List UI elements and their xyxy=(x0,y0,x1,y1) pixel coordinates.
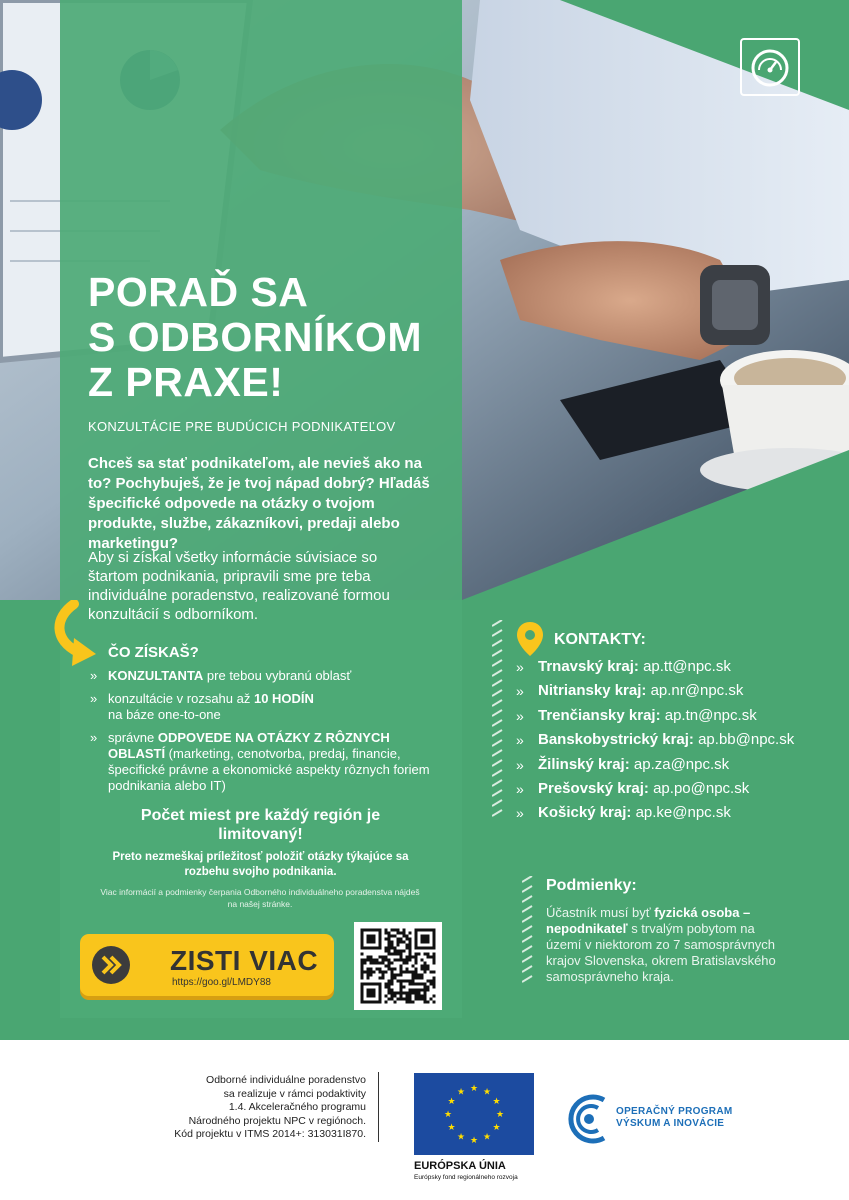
benefit-text: správne xyxy=(108,730,158,745)
footer-line: Národného projektu NPC v regiónoch. xyxy=(188,1114,366,1127)
eu-flag-logo xyxy=(414,1073,534,1155)
contact-item xyxy=(516,657,794,681)
footer-line: 1.4. Akceleračného programu xyxy=(228,1101,366,1113)
benefits-list xyxy=(90,668,430,801)
footer-project-info xyxy=(140,1074,366,1142)
intro-questions: Chceš sa stať podnikateľom, ale nevieš ako na to? Pochybuješ, že je tvoj nápad dobrý? Hľadáš špecifické odpovede na otázky o tvojom produkte, službe, zákazníkovi, predaji alebo marketingu? xyxy=(88,455,430,552)
bullet-icon: » xyxy=(516,707,524,724)
contact-region: Košický kraj: xyxy=(538,804,632,822)
contacts-list xyxy=(516,657,794,828)
qr-code-image xyxy=(354,922,442,1010)
footer-divider xyxy=(378,1072,379,1142)
benefit-text: (marketing, cenotvorba, predaj, financie, špecifické právne a ekonomické aspekty rôznych foriem podnikania alebo IT) xyxy=(108,746,430,793)
conditions-bold: fyzická osoba – nepodnikateľ xyxy=(546,905,751,936)
conditions-text xyxy=(546,905,786,985)
svg-text:★: ★ xyxy=(447,1097,456,1107)
benefit-bold: KONZULTANTA xyxy=(108,668,204,683)
eu-name: EURÓPSKA ÚNIA xyxy=(414,1160,506,1172)
svg-text:★: ★ xyxy=(443,1110,453,1120)
footer-line: sa realizuje v rámci podaktivity xyxy=(223,1087,366,1100)
contact-region: Banskobystrický kraj: xyxy=(538,731,694,749)
location-pin-icon xyxy=(515,620,545,660)
svg-text:★: ★ xyxy=(456,1132,466,1143)
contact-item xyxy=(516,779,794,803)
contact-email[interactable]: ap.ke@npc.sk xyxy=(635,804,731,822)
hatch-decoration xyxy=(492,620,504,820)
list-item xyxy=(90,730,430,794)
intro-text: Aby si získal všetky informácie súvisiace so štartom podnikania, pripravili sme pre teba individuálne poradenstvo, realizované formou konzultácií s odborníkom. xyxy=(88,549,390,623)
speedometer-icon xyxy=(742,40,798,94)
bullet-icon: » xyxy=(90,730,98,745)
conditions-text-part: s trvalým pobytom na území v niektorom zo 7 samosprávnych krajov Slovenska, okrem Bratislavského samosprávneho kraja. xyxy=(546,921,776,984)
contact-email[interactable]: ap.tn@npc.sk xyxy=(664,706,757,724)
contact-email[interactable]: ap.nr@npc.sk xyxy=(650,682,744,700)
bullet-icon: » xyxy=(90,691,98,706)
curved-arrow-icon xyxy=(44,600,110,670)
hatch-decoration xyxy=(522,876,534,986)
op-program-logo-icon xyxy=(566,1088,612,1150)
learn-more-button[interactable] xyxy=(80,934,334,996)
svg-text:★: ★ xyxy=(482,1087,492,1098)
svg-text:★: ★ xyxy=(469,1084,479,1094)
svg-text:★: ★ xyxy=(447,1123,456,1133)
contact-item xyxy=(516,730,794,754)
bullet-icon: » xyxy=(516,683,524,700)
contact-email[interactable]: ap.za@npc.sk xyxy=(633,755,730,773)
contact-region: Žilinský kraj: xyxy=(538,755,630,773)
learn-more-url[interactable]: https://goo.gl/LMDY88 xyxy=(172,977,271,988)
contact-item xyxy=(516,755,794,779)
contacts-title: KONTAKTY: xyxy=(554,631,646,648)
contact-item xyxy=(516,803,794,827)
benefits-heading: ČO ZÍSKAŠ? xyxy=(108,644,199,661)
page-title xyxy=(88,270,422,405)
limited-text: Preto nezmeškaj príležitosť položiť otázky týkajúce sa rozbehu svojho podnikania. xyxy=(112,851,409,878)
contact-region: Trnavský kraj: xyxy=(538,658,639,675)
svg-text:★: ★ xyxy=(492,1097,501,1107)
contact-email[interactable]: ap.po@npc.sk xyxy=(653,779,750,797)
contact-item xyxy=(516,681,794,705)
op-program-name xyxy=(616,1106,732,1130)
contact-region: Trenčiansky kraj: xyxy=(538,706,661,724)
qr-code[interactable] xyxy=(354,922,442,1010)
contact-email[interactable]: ap.bb@npc.sk xyxy=(698,731,795,749)
contact-region: Nitriansky kraj: xyxy=(538,682,647,700)
bullet-icon: » xyxy=(516,756,524,773)
op-line: OPERAČNÝ PROGRAM xyxy=(616,1106,733,1117)
double-chevron-right-icon xyxy=(92,946,130,984)
title-line: S ODBORNÍKOM xyxy=(88,314,422,360)
bullet-icon: » xyxy=(516,659,524,675)
benefit-bold: 10 HODÍN xyxy=(253,691,314,706)
title-line: Z PRAXE! xyxy=(88,359,284,405)
bullet-icon: » xyxy=(90,668,98,683)
conditions-text-part: Účastník musí byť xyxy=(546,905,655,920)
limited-heading: Počet miest pre každý región je limitovaný! xyxy=(140,807,381,843)
contact-email[interactable]: ap.tt@npc.sk xyxy=(643,658,731,675)
svg-text:★: ★ xyxy=(469,1136,479,1146)
program-logo xyxy=(740,38,800,96)
svg-text:★: ★ xyxy=(492,1123,501,1133)
bullet-icon: » xyxy=(516,732,524,749)
title-line: PORAĎ SA xyxy=(88,269,309,315)
contact-item xyxy=(516,706,794,730)
bullet-icon: » xyxy=(516,780,524,797)
subtitle: KONZULTÁCIE PRE BUDÚCICH PODNIKATEĽOV xyxy=(88,419,396,434)
benefit-text: pre tebou vybranú oblasť xyxy=(203,668,352,683)
eu-fund-name: Európsky fond regionálneho rozvoja xyxy=(414,1174,518,1181)
bullet-icon: » xyxy=(516,805,524,822)
footer-line: Kód projektu v ITMS 2014+: 313031I870. xyxy=(174,1128,366,1140)
benefit-bold: ODPOVEDE NA OTÁZKY Z RÔZNYCH OBLASTÍ xyxy=(108,730,390,761)
list-item xyxy=(90,691,430,723)
footer-line: Odborné individuálne poradenstvo xyxy=(206,1074,366,1086)
op-line: VÝSKUM A INOVÁCIE xyxy=(616,1118,725,1129)
svg-text:★: ★ xyxy=(495,1110,505,1120)
benefit-text: konzultácie v rozsahu až xyxy=(108,691,254,706)
learn-more-label: ZISTI VIAC xyxy=(170,945,319,976)
conditions-title: Podmienky: xyxy=(546,877,637,894)
list-item xyxy=(90,668,430,684)
svg-text:★: ★ xyxy=(456,1087,466,1098)
benefit-text: na báze one-to-one xyxy=(108,707,221,722)
svg-text:★: ★ xyxy=(482,1132,492,1143)
more-info-text: Viac informácií a podmienky čerpania Odborného individuálneho poradenstva nájdeš na našej stránke. xyxy=(100,887,420,909)
eu-stars-icon xyxy=(414,1073,534,1155)
contact-region: Prešovský kraj: xyxy=(538,779,649,797)
